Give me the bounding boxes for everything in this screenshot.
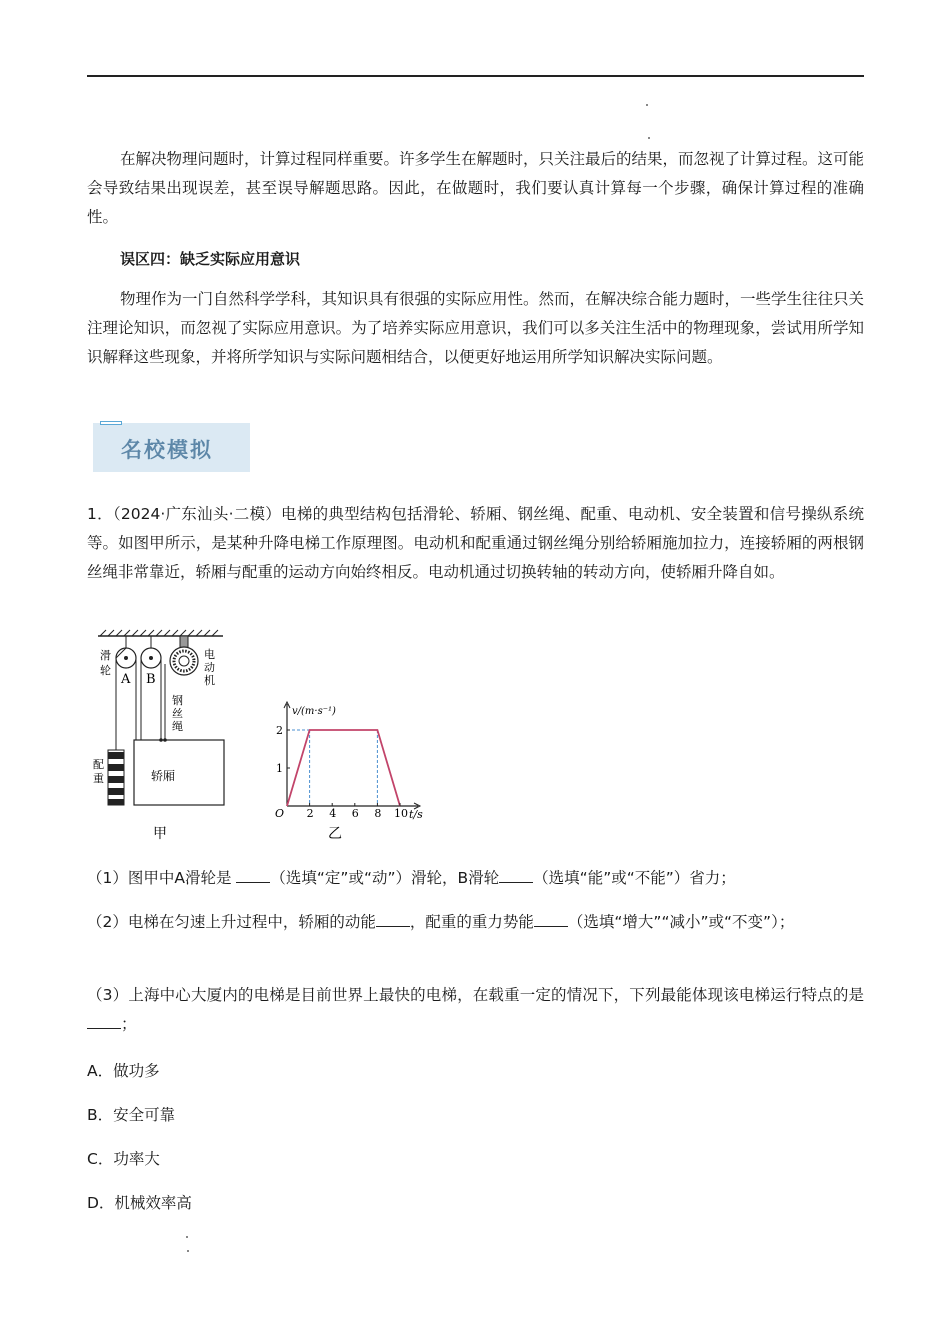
label-motor-1: 电 [204, 648, 215, 661]
label-rope-2: 丝 [172, 707, 183, 720]
x-tick-label: 6 [351, 807, 359, 820]
caption-jia: 甲 [153, 826, 167, 842]
answer-blank[interactable] [87, 1014, 121, 1029]
figure-jia [88, 628, 238, 848]
speck [648, 137, 650, 139]
subquestion-1 [87, 864, 864, 893]
section-body: 物理作为一门自然科学学科，其知识具有很强的实际应用性。然而，在解决综合能力题时，一些学生往往只关注理论知识，而忽视了实际应用意识。为了培养实际应用意识，我们可以多关注生活中的物理现象，尝试用所学知识解释这些现象，并将所学知识与实际问题相结合，以便更好地运用所学知识解决实际问题。 [87, 290, 865, 366]
y-axis-label: v/(m·s⁻¹) [292, 706, 336, 717]
subquestion-3 [87, 981, 864, 1039]
label-rope-1: 钢 [172, 694, 183, 707]
speck [646, 104, 648, 106]
speck [187, 1250, 189, 1252]
answer-blank[interactable] [236, 868, 270, 883]
option-c[interactable]: C．功率大 [87, 1150, 160, 1168]
option-d[interactable]: D．机械效率高 [87, 1194, 192, 1212]
label-motor-3: 机 [204, 674, 215, 687]
answer-blank[interactable] [534, 912, 568, 927]
counterweight-icon [108, 750, 124, 805]
sub2-part-b: ，配重的重力势能 [409, 913, 534, 931]
x-tick-label: 8 [374, 807, 382, 820]
sub1-part-c: （选填“能”或“不能”）省力； [533, 869, 736, 887]
answer-blank[interactable] [499, 868, 533, 883]
x-tick-label: 10 [394, 807, 408, 820]
speck [186, 1236, 188, 1238]
banner-tick-icon [100, 421, 122, 425]
section-heading: 误区四：缺乏实际应用意识 [120, 250, 301, 268]
label-pulley-1: 滑 [100, 649, 111, 662]
x-tick-label: 2 [306, 807, 314, 820]
question-stem: 1．（2024·广东汕头·二模）电梯的典型结构包括滑轮、轿厢、钢丝绳、配重、电动机、安全装置和信号操纵系统等。如图甲所示，是某种升降电梯工作原理图。电动机和配重通过钢丝绳分别给轿厢施加拉力，连接轿厢的两根钢丝绳非常靠近，轿厢与配重的运动方向始终相反。电动机通过切换转轴的转动方向，使轿厢升降自如。 [87, 505, 864, 581]
label-counterweight-1: 配 [93, 758, 104, 771]
x-tick-label: 4 [329, 807, 337, 820]
sub1-part-a: （1）图甲中A滑轮是 [87, 869, 237, 887]
car-icon [134, 740, 224, 805]
header-rule [87, 75, 864, 77]
y-tick-label: 1 [276, 762, 283, 775]
label-counterweight-2: 重 [93, 772, 104, 785]
intro-paragraph: 在解决物理问题时，计算过程同样重要。许多学生在解题时，只关注最后的结果，而忽视了计算过程。这可能会导致结果出现误差，甚至误导解题思路。因此，在做题时，我们要认真计算每一个步骤，确保计算过程的准确性。 [87, 150, 865, 226]
option-b[interactable]: B．安全可靠 [87, 1106, 176, 1124]
label-rope-3: 绳 [172, 720, 183, 733]
label-pulley-b: B [146, 672, 156, 687]
banner-label: 名校模拟 [121, 438, 213, 462]
origin-label: O [275, 807, 285, 820]
label-pulley-2: 轮 [100, 664, 111, 677]
subquestion-2 [87, 908, 864, 937]
option-a[interactable]: A．做功多 [87, 1062, 160, 1080]
label-motor-2: 动 [204, 661, 215, 674]
sub2-part-a: （2）电梯在匀速上升过程中，轿厢的动能 [87, 913, 376, 931]
label-car: 轿厢 [151, 769, 176, 783]
y-tick-label: 2 [276, 724, 283, 737]
answer-blank[interactable] [376, 912, 410, 927]
label-pulley-a: A [121, 672, 131, 687]
sub1-part-b: （选填“定”或“动”）滑轮，B滑轮 [270, 869, 500, 887]
velocity-series-line [287, 730, 400, 806]
caption-yi: 乙 [328, 826, 342, 842]
figure-yi-chart [268, 698, 438, 848]
sub3-part-a: （3）上海中心大厦内的电梯是目前世界上最快的电梯，在载重一定的情况下，下列最能体现该电梯运行特点的是 [87, 986, 864, 1004]
section-banner [93, 423, 250, 472]
sub2-part-c: （选填“增大”“减小”或“不变”）； [567, 913, 795, 931]
sub3-part-b: ； [121, 1015, 137, 1033]
x-axis-label: t/s [409, 808, 423, 821]
